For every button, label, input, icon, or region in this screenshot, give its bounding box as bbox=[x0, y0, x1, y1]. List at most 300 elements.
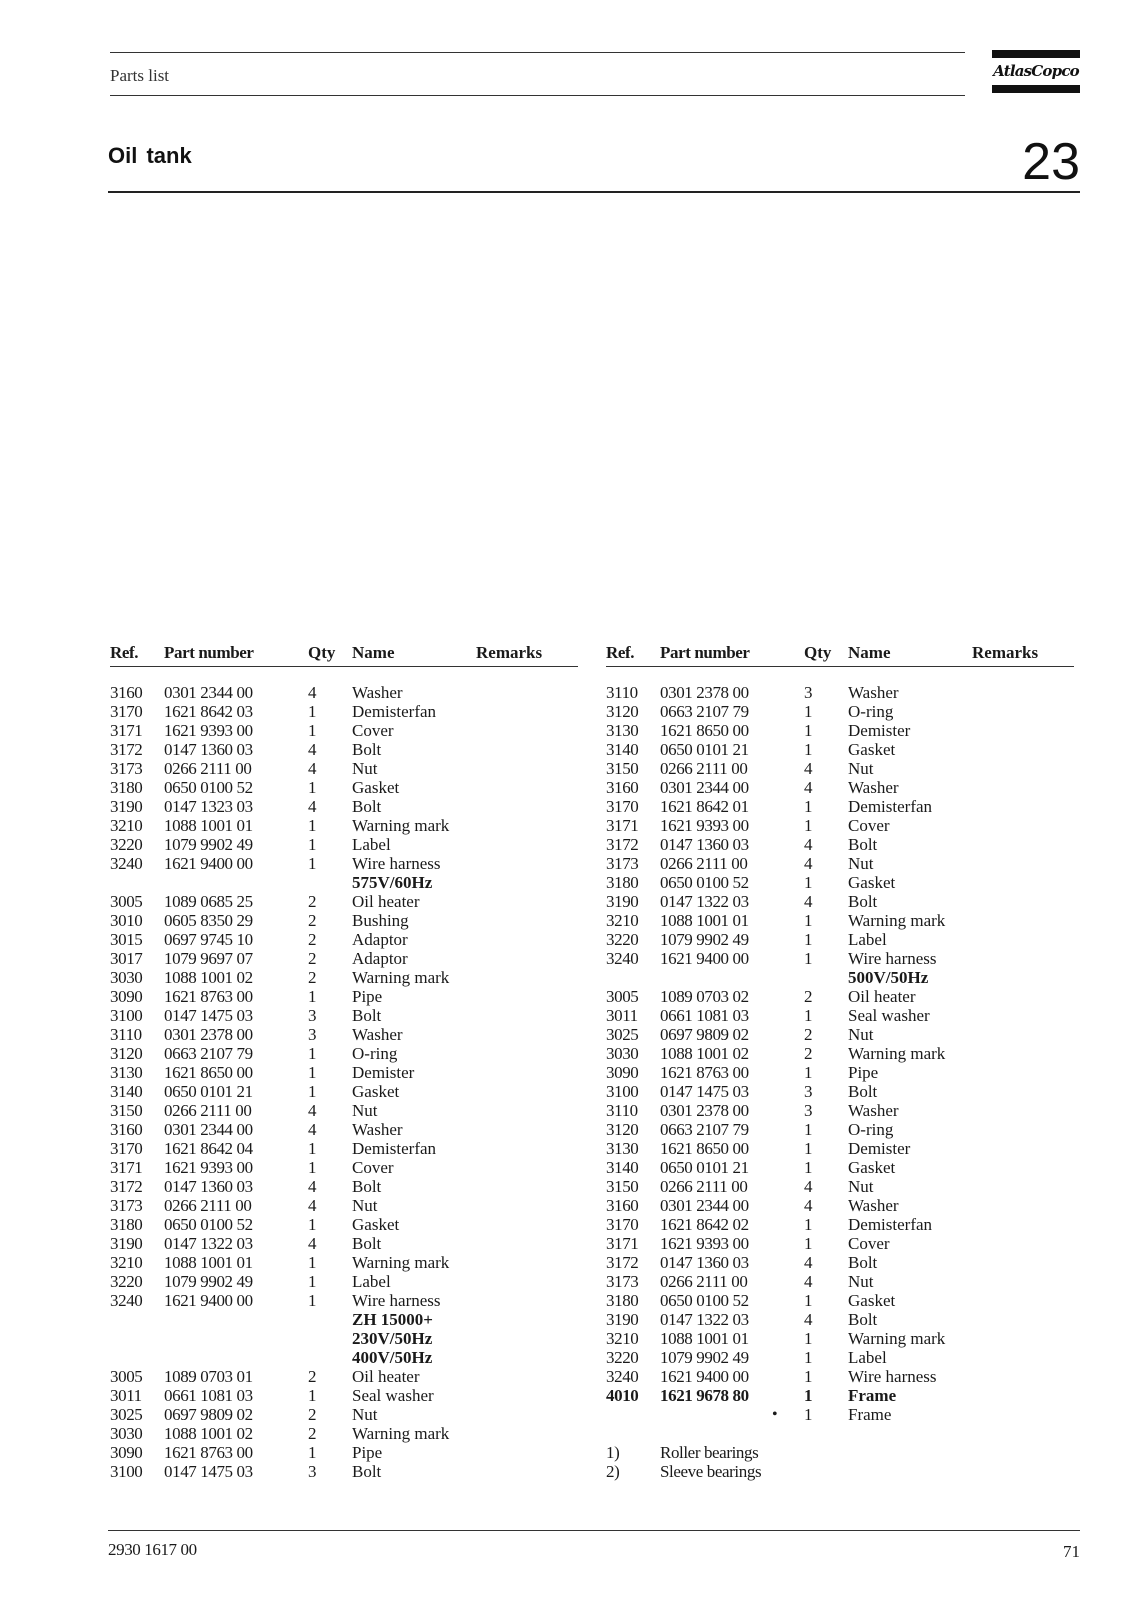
ref-cell: 3210 bbox=[110, 1253, 143, 1272]
qty-cell: 4 bbox=[804, 835, 813, 854]
part-number-cell: 0661 1081 03 bbox=[164, 1386, 253, 1405]
ref-cell: 3150 bbox=[606, 759, 639, 778]
part-number-cell: 0147 1475 03 bbox=[660, 1082, 749, 1101]
part-number-cell: 0301 2344 00 bbox=[660, 1196, 749, 1215]
ref-cell: 3120 bbox=[606, 1120, 639, 1139]
part-number-cell: 1621 8763 00 bbox=[164, 1443, 253, 1462]
ref-cell: 3190 bbox=[606, 1310, 639, 1329]
qty-cell: 1 bbox=[804, 1006, 813, 1025]
ref-cell: 3100 bbox=[110, 1006, 143, 1025]
table-row bbox=[110, 873, 578, 892]
qty-cell: 2 bbox=[308, 968, 317, 987]
footer-rule bbox=[108, 1530, 1080, 1531]
part-number-cell: 1079 9902 49 bbox=[164, 1272, 253, 1291]
name-cell: Bolt bbox=[352, 1177, 382, 1196]
qty-cell: 1 bbox=[804, 816, 813, 835]
ref-cell: 3171 bbox=[606, 1234, 639, 1253]
part-number-cell: 0650 0100 52 bbox=[660, 1291, 749, 1310]
part-number-cell: 0301 2344 00 bbox=[164, 1120, 253, 1139]
ref-cell: 3172 bbox=[606, 1253, 639, 1272]
ref-cell: 1) bbox=[606, 1443, 620, 1462]
page-number: 71 bbox=[1063, 1542, 1080, 1561]
table-row bbox=[606, 1424, 1074, 1443]
part-number-cell: 0650 0101 21 bbox=[660, 740, 749, 759]
name-cell: 500V/50Hz bbox=[848, 968, 929, 987]
ref-cell: 3173 bbox=[606, 854, 639, 873]
name-cell: Cover bbox=[848, 1234, 890, 1253]
col-part-number: Part number bbox=[164, 643, 254, 662]
qty-cell: 1 bbox=[308, 1044, 317, 1063]
name-cell: Gasket bbox=[848, 1291, 896, 1310]
ref-cell: 3170 bbox=[110, 702, 143, 721]
qty-cell: 1 bbox=[804, 911, 813, 930]
table-row bbox=[110, 816, 578, 835]
table-row bbox=[110, 892, 578, 911]
name-cell: Cover bbox=[352, 721, 394, 740]
qty-cell: 4 bbox=[804, 1196, 813, 1215]
table-row bbox=[606, 721, 1074, 740]
part-number-cell: 1621 8763 00 bbox=[660, 1063, 749, 1082]
name-cell: Nut bbox=[848, 1025, 874, 1044]
col-qty: Qty bbox=[804, 643, 832, 662]
ref-cell: 3170 bbox=[606, 797, 639, 816]
name-cell: Warning mark bbox=[848, 911, 946, 930]
part-number-cell: 0147 1475 03 bbox=[164, 1462, 253, 1481]
part-number-cell: 0147 1322 03 bbox=[164, 1234, 253, 1253]
name-cell: Nut bbox=[352, 759, 378, 778]
part-number-cell: 0266 2111 00 bbox=[164, 1196, 252, 1215]
table-row bbox=[110, 949, 578, 968]
ref-cell: 3170 bbox=[110, 1139, 143, 1158]
table-row bbox=[110, 1196, 578, 1215]
ref-cell: 4010 bbox=[606, 1386, 639, 1405]
ref-cell: 3180 bbox=[606, 1291, 639, 1310]
ref-cell: 3220 bbox=[606, 930, 639, 949]
table-row bbox=[606, 1367, 1074, 1386]
part-number-cell: 1621 9400 00 bbox=[164, 1291, 253, 1310]
name-cell: Bolt bbox=[352, 1234, 382, 1253]
ref-cell: 3173 bbox=[110, 1196, 143, 1215]
table-row bbox=[110, 740, 578, 759]
qty-cell: 1 bbox=[804, 1215, 813, 1234]
qty-cell: 2 bbox=[804, 1025, 813, 1044]
qty-cell: 1 bbox=[804, 1139, 813, 1158]
name-cell: O-ring bbox=[352, 1044, 398, 1063]
name-cell: Bolt bbox=[352, 797, 382, 816]
name-cell: Warning mark bbox=[352, 1253, 450, 1272]
table-row bbox=[110, 1006, 578, 1025]
parts-table-right bbox=[606, 642, 1074, 1481]
ref-cell: 3172 bbox=[110, 740, 143, 759]
name-cell: Warning mark bbox=[848, 1329, 946, 1348]
ref-cell: 3172 bbox=[110, 1177, 143, 1196]
table-row bbox=[606, 1234, 1074, 1253]
table-row bbox=[606, 911, 1074, 930]
name-cell: Demister bbox=[352, 1063, 415, 1082]
name-cell: Nut bbox=[352, 1101, 378, 1120]
name-cell: Cover bbox=[352, 1158, 394, 1177]
qty-cell: 2 bbox=[804, 1044, 813, 1063]
name-cell: Gasket bbox=[352, 1082, 400, 1101]
table-row bbox=[110, 835, 578, 854]
qty-cell: 4 bbox=[308, 683, 317, 702]
name-cell: Washer bbox=[848, 1196, 899, 1215]
part-number-cell: 0301 2344 00 bbox=[164, 683, 253, 702]
name-cell: Nut bbox=[848, 1272, 874, 1291]
table-row bbox=[606, 1329, 1074, 1348]
table-row bbox=[606, 1101, 1074, 1120]
part-number-cell: 0266 2111 00 bbox=[660, 1177, 748, 1196]
part-number-cell: 0650 0100 52 bbox=[164, 1215, 253, 1234]
ref-cell: 3180 bbox=[110, 1215, 143, 1234]
table-row bbox=[110, 1139, 578, 1158]
ref-cell: 3210 bbox=[606, 911, 639, 930]
ref-cell: 3011 bbox=[606, 1006, 638, 1025]
name-cell: Gasket bbox=[848, 1158, 896, 1177]
name-cell: Gasket bbox=[848, 740, 896, 759]
name-cell: Adaptor bbox=[352, 949, 408, 968]
name-cell: Label bbox=[352, 1272, 391, 1291]
name-cell: O-ring bbox=[848, 1120, 894, 1139]
name-cell: Bolt bbox=[848, 1253, 878, 1272]
part-number-cell: Roller bearings bbox=[660, 1443, 759, 1462]
part-number-cell: 1079 9697 07 bbox=[164, 949, 253, 968]
qty-cell: 1 bbox=[804, 1063, 813, 1082]
part-number-cell: 1621 8650 00 bbox=[660, 721, 749, 740]
qty-cell: 3 bbox=[804, 1101, 813, 1120]
part-number-cell: 0697 9745 10 bbox=[164, 930, 253, 949]
table-row bbox=[110, 1310, 578, 1329]
part-number-cell: 0266 2111 00 bbox=[164, 1101, 252, 1120]
logo-bar-bottom bbox=[992, 85, 1080, 93]
ref-cell: 3220 bbox=[110, 1272, 143, 1291]
part-number-cell: 0147 1360 03 bbox=[164, 740, 253, 759]
ref-cell: 3110 bbox=[110, 1025, 142, 1044]
table-row bbox=[110, 1215, 578, 1234]
qty-cell: 1 bbox=[804, 740, 813, 759]
ref-cell: 3030 bbox=[110, 968, 143, 987]
part-number-cell: 0147 1360 03 bbox=[660, 1253, 749, 1272]
table-row bbox=[110, 1082, 578, 1101]
qty-cell: 1 bbox=[804, 1234, 813, 1253]
table-row bbox=[110, 1291, 578, 1310]
name-cell: Demister bbox=[848, 1139, 911, 1158]
table-row bbox=[110, 854, 578, 873]
name-cell: Label bbox=[848, 1348, 887, 1367]
qty-cell: 1 bbox=[804, 1386, 813, 1405]
name-cell: Pipe bbox=[848, 1063, 879, 1082]
table-row bbox=[606, 683, 1074, 702]
part-number-cell: 0266 2111 00 bbox=[660, 1272, 748, 1291]
ref-cell: 3220 bbox=[606, 1348, 639, 1367]
table-row bbox=[606, 759, 1074, 778]
ref-cell: 3240 bbox=[606, 1367, 639, 1386]
name-cell: Bolt bbox=[848, 892, 878, 911]
qty-cell: 4 bbox=[308, 1177, 317, 1196]
ref-cell: 3005 bbox=[606, 987, 639, 1006]
qty-cell: 4 bbox=[804, 778, 813, 797]
table-row bbox=[606, 1025, 1074, 1044]
ref-cell: 3210 bbox=[606, 1329, 639, 1348]
part-number-cell: 0697 9809 02 bbox=[660, 1025, 749, 1044]
table-row bbox=[110, 1329, 578, 1348]
table-row bbox=[110, 1424, 578, 1443]
section-label: Parts list bbox=[110, 66, 170, 85]
part-number-cell: 0663 2107 79 bbox=[164, 1044, 253, 1063]
part-number-cell: 1088 1001 02 bbox=[660, 1044, 749, 1063]
part-number-cell: 0301 2378 00 bbox=[660, 683, 749, 702]
col-remarks: Remarks bbox=[476, 643, 543, 662]
name-cell: Label bbox=[848, 930, 887, 949]
name-cell: Wire harness bbox=[352, 854, 441, 873]
qty-cell: 1 bbox=[308, 1291, 317, 1310]
logo-text: AtlasCopco bbox=[993, 62, 1079, 80]
part-number-cell: 0605 8350 29 bbox=[164, 911, 253, 930]
qty-cell: 4 bbox=[804, 1310, 813, 1329]
ref-cell: 3090 bbox=[606, 1063, 639, 1082]
part-number-cell: 1621 8642 04 bbox=[164, 1139, 253, 1158]
qty-cell: 1 bbox=[308, 835, 317, 854]
part-number-cell: 1621 8642 02 bbox=[660, 1215, 749, 1234]
table-row bbox=[606, 1215, 1074, 1234]
ref-cell: 3160 bbox=[606, 1196, 639, 1215]
part-number-cell: 1621 9678 80 bbox=[660, 1386, 749, 1405]
table-row bbox=[110, 1272, 578, 1291]
qty-cell: 4 bbox=[804, 1253, 813, 1272]
name-cell: Bolt bbox=[848, 1082, 878, 1101]
part-number-cell: 1621 8642 01 bbox=[660, 797, 749, 816]
logo-bar-top bbox=[992, 50, 1080, 58]
table-row bbox=[606, 1443, 1074, 1462]
name-cell: Demisterfan bbox=[848, 1215, 933, 1234]
name-cell: Warning mark bbox=[352, 1424, 450, 1443]
part-number-cell: 1079 9902 49 bbox=[164, 835, 253, 854]
part-number-cell: 0650 0100 52 bbox=[164, 778, 253, 797]
ref-cell: 3171 bbox=[110, 1158, 143, 1177]
qty-cell: 3 bbox=[308, 1025, 317, 1044]
qty-cell: 1 bbox=[804, 1120, 813, 1139]
part-number-cell: 0266 2111 00 bbox=[660, 759, 748, 778]
ref-cell: 3017 bbox=[110, 949, 143, 968]
table-row bbox=[110, 987, 578, 1006]
table-row bbox=[110, 683, 578, 702]
ref-cell: 3090 bbox=[110, 987, 143, 1006]
part-number-cell: 1079 9902 49 bbox=[660, 930, 749, 949]
table-row bbox=[606, 949, 1074, 968]
qty-cell: 2 bbox=[308, 1424, 317, 1443]
table-row bbox=[110, 1348, 578, 1367]
table-row bbox=[606, 1386, 1074, 1405]
qty-cell: 1 bbox=[804, 702, 813, 721]
table-row bbox=[606, 930, 1074, 949]
table-row bbox=[606, 702, 1074, 721]
ref-cell: 3172 bbox=[606, 835, 639, 854]
table-row bbox=[110, 1462, 578, 1481]
chapter-number: 23 bbox=[1022, 133, 1080, 191]
ref-cell: 3100 bbox=[606, 1082, 639, 1101]
part-number-cell: 1088 1001 01 bbox=[660, 911, 749, 930]
table-row bbox=[110, 1443, 578, 1462]
part-number-cell: 1621 9393 00 bbox=[164, 721, 253, 740]
table-row bbox=[606, 797, 1074, 816]
part-number-cell: 0147 1360 03 bbox=[660, 835, 749, 854]
ref-cell: 3005 bbox=[110, 892, 143, 911]
part-number-cell: 0147 1322 03 bbox=[660, 892, 749, 911]
col-ref: Ref. bbox=[110, 643, 139, 662]
part-number-cell: 1621 9400 00 bbox=[660, 949, 749, 968]
qty-cell: 2 bbox=[308, 1405, 317, 1424]
qty-cell: 1 bbox=[308, 1082, 317, 1101]
part-number-cell: 0266 2111 00 bbox=[660, 854, 748, 873]
table-row bbox=[110, 797, 578, 816]
ref-cell: 3120 bbox=[110, 1044, 143, 1063]
ref-cell: 3240 bbox=[110, 1291, 143, 1310]
qty-cell: 4 bbox=[308, 1234, 317, 1253]
table-row bbox=[606, 1348, 1074, 1367]
name-cell: 400V/50Hz bbox=[352, 1348, 433, 1367]
qty-cell: 3 bbox=[308, 1006, 317, 1025]
table-row bbox=[110, 1158, 578, 1177]
col-name: Name bbox=[352, 643, 395, 662]
part-number-cell: 1621 8763 00 bbox=[164, 987, 253, 1006]
ref-cell: 3140 bbox=[110, 1082, 143, 1101]
ref-cell: 3160 bbox=[110, 1120, 143, 1139]
part-number-cell: 1089 0703 02 bbox=[660, 987, 749, 1006]
qty-cell: 2 bbox=[804, 987, 813, 1006]
table-row bbox=[110, 1367, 578, 1386]
table-row bbox=[110, 968, 578, 987]
table-row bbox=[606, 1291, 1074, 1310]
qty-cell: 4 bbox=[308, 1101, 317, 1120]
part-number-cell: 0697 9809 02 bbox=[164, 1405, 253, 1424]
table-row bbox=[606, 1158, 1074, 1177]
table-row bbox=[110, 1386, 578, 1405]
name-cell: Nut bbox=[848, 759, 874, 778]
name-cell: Bolt bbox=[352, 1006, 382, 1025]
part-number-cell: 1621 9393 00 bbox=[164, 1158, 253, 1177]
qty-cell: 2 bbox=[308, 930, 317, 949]
part-number-cell: 1089 0685 25 bbox=[164, 892, 253, 911]
qty-cell: 2 bbox=[308, 892, 317, 911]
name-cell: Oil heater bbox=[352, 892, 420, 911]
part-number-cell: 0650 0101 21 bbox=[164, 1082, 253, 1101]
qty-cell: 3 bbox=[804, 683, 813, 702]
ref-cell: 3150 bbox=[110, 1101, 143, 1120]
ref-cell: 2) bbox=[606, 1462, 620, 1481]
atlas-copco-logo bbox=[992, 50, 1080, 93]
table-row bbox=[110, 1025, 578, 1044]
part-number-cell: 1088 1001 02 bbox=[164, 1424, 253, 1443]
qty-cell: 2 bbox=[308, 949, 317, 968]
name-cell: Nut bbox=[848, 1177, 874, 1196]
table-row bbox=[606, 1120, 1074, 1139]
part-number-cell: 1621 9400 00 bbox=[660, 1367, 749, 1386]
name-cell: Cover bbox=[848, 816, 890, 835]
qty-cell: 1 bbox=[308, 1253, 317, 1272]
table-row bbox=[606, 1044, 1074, 1063]
qty-cell: 1 bbox=[804, 1291, 813, 1310]
qty-cell: 1 bbox=[308, 854, 317, 873]
table-row bbox=[606, 1139, 1074, 1158]
table-row bbox=[606, 740, 1074, 759]
qty-cell: 1 bbox=[308, 1139, 317, 1158]
name-cell: Demisterfan bbox=[848, 797, 933, 816]
table-row bbox=[606, 1177, 1074, 1196]
table-row bbox=[606, 968, 1074, 987]
name-cell: Warning mark bbox=[848, 1044, 946, 1063]
part-number-cell: 1088 1001 01 bbox=[164, 1253, 253, 1272]
table-row bbox=[110, 1405, 578, 1424]
name-cell: Seal washer bbox=[352, 1386, 434, 1405]
table-row bbox=[110, 1044, 578, 1063]
qty-cell: 1 bbox=[804, 873, 813, 892]
part-number-cell: 1088 1001 01 bbox=[660, 1329, 749, 1348]
part-number-cell: 1621 9393 00 bbox=[660, 816, 749, 835]
table-row bbox=[606, 1063, 1074, 1082]
table-row bbox=[606, 1462, 1074, 1481]
ref-cell: 3015 bbox=[110, 930, 143, 949]
name-cell: Bolt bbox=[352, 740, 382, 759]
ref-cell: 3180 bbox=[606, 873, 639, 892]
table-row bbox=[606, 1253, 1074, 1272]
table-body bbox=[606, 683, 1074, 1481]
ref-cell: 3150 bbox=[606, 1177, 639, 1196]
name-cell: Oil heater bbox=[352, 1367, 420, 1386]
name-cell: Frame bbox=[848, 1405, 892, 1424]
part-number-cell: 0663 2107 79 bbox=[660, 1120, 749, 1139]
ref-cell: 3025 bbox=[606, 1025, 639, 1044]
part-number-cell: 0147 1360 03 bbox=[164, 1177, 253, 1196]
title-rule bbox=[108, 191, 1080, 193]
name-cell: Wire harness bbox=[848, 1367, 937, 1386]
table-row bbox=[606, 1006, 1074, 1025]
table-row bbox=[110, 702, 578, 721]
qty-cell: 1 bbox=[308, 702, 317, 721]
ref-cell: 3171 bbox=[606, 816, 639, 835]
table-row bbox=[606, 1196, 1074, 1215]
ref-cell: 3220 bbox=[110, 835, 143, 854]
part-number-cell: 0650 0101 21 bbox=[660, 1158, 749, 1177]
qty-cell: 1 bbox=[804, 1348, 813, 1367]
qty-cell: 1 bbox=[804, 949, 813, 968]
qty-cell: 4 bbox=[804, 892, 813, 911]
ref-cell: 3190 bbox=[110, 1234, 143, 1253]
table-header bbox=[606, 642, 1074, 667]
part-number-cell: 0663 2107 79 bbox=[660, 702, 749, 721]
ref-cell: 3130 bbox=[110, 1063, 143, 1082]
table-row bbox=[110, 721, 578, 740]
ref-cell: 3005 bbox=[110, 1367, 143, 1386]
name-cell: Pipe bbox=[352, 1443, 383, 1462]
qty-cell: 1 bbox=[804, 721, 813, 740]
ref-cell: 3170 bbox=[606, 1215, 639, 1234]
bullet-mark: • bbox=[772, 1406, 778, 1423]
col-remarks: Remarks bbox=[972, 643, 1039, 662]
qty-cell: 2 bbox=[308, 911, 317, 930]
qty-cell: 3 bbox=[308, 1462, 317, 1481]
ref-cell: 3120 bbox=[606, 702, 639, 721]
qty-cell: 1 bbox=[804, 1329, 813, 1348]
ref-cell: 3030 bbox=[110, 1424, 143, 1443]
ref-cell: 3010 bbox=[110, 911, 143, 930]
qty-cell: 4 bbox=[308, 1196, 317, 1215]
name-cell: Seal washer bbox=[848, 1006, 930, 1025]
name-cell: Gasket bbox=[352, 778, 400, 797]
qty-cell: 1 bbox=[308, 721, 317, 740]
qty-cell: 1 bbox=[804, 1158, 813, 1177]
qty-cell: 1 bbox=[308, 1443, 317, 1462]
ref-cell: 3030 bbox=[606, 1044, 639, 1063]
